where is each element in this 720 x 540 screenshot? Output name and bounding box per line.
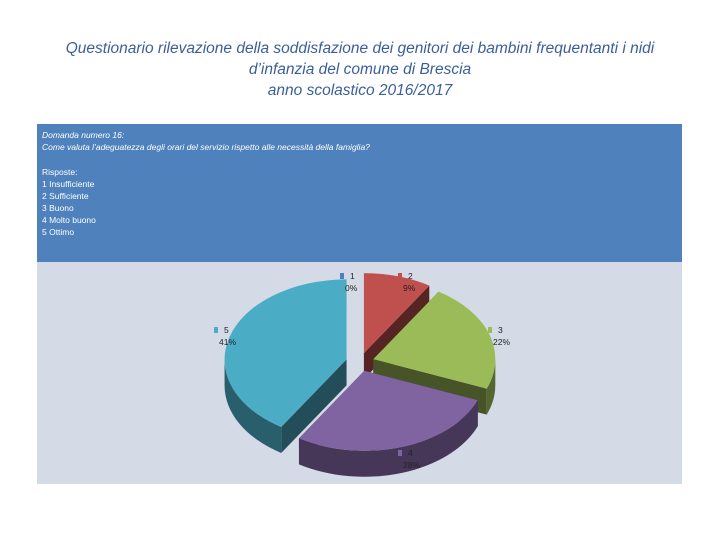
- data-label-percent-2: 9%: [403, 283, 416, 293]
- title-line-1: Questionario rilevazione della soddisfazione dei genitori dei bambini frequentanti i nidi: [65, 40, 655, 57]
- answers-heading: Risposte:: [42, 167, 78, 177]
- data-label-category-5: 5: [224, 325, 229, 335]
- legend-marker-1: [340, 273, 344, 279]
- question-text: Come valuta l’adeguatezza degli orari del servizio rispetto alle necessità della famiglia?: [42, 142, 370, 152]
- answer-item: 2 Sufficiente: [42, 191, 89, 201]
- answer-item: 4 Molto buono: [42, 215, 96, 225]
- data-label-percent-4: 28%: [403, 460, 421, 470]
- title-line-3: anno scolastico 2016/2017: [267, 82, 453, 99]
- data-label-category-4: 4: [408, 448, 413, 458]
- answer-item: 5 Ottimo: [42, 227, 75, 237]
- answer-item: 3 Buono: [42, 203, 74, 213]
- data-label-category-3: 3: [498, 325, 503, 335]
- legend-marker-5: [214, 327, 218, 333]
- data-label-percent-1: 0%: [345, 283, 358, 293]
- question-number: Domanda numero 16:: [42, 130, 125, 140]
- answer-item: 1 Insufficiente: [42, 179, 95, 189]
- data-label-percent-5: 41%: [219, 337, 237, 347]
- legend-marker-2: [398, 273, 402, 279]
- data-label-category-2: 2: [408, 271, 413, 281]
- data-label-percent-3: 22%: [493, 337, 511, 347]
- legend-marker-3: [488, 327, 492, 333]
- title-line-2: d’infanzia del comune di Brescia: [248, 61, 472, 78]
- legend-marker-4: [398, 450, 402, 456]
- data-label-category-1: 1: [350, 271, 355, 281]
